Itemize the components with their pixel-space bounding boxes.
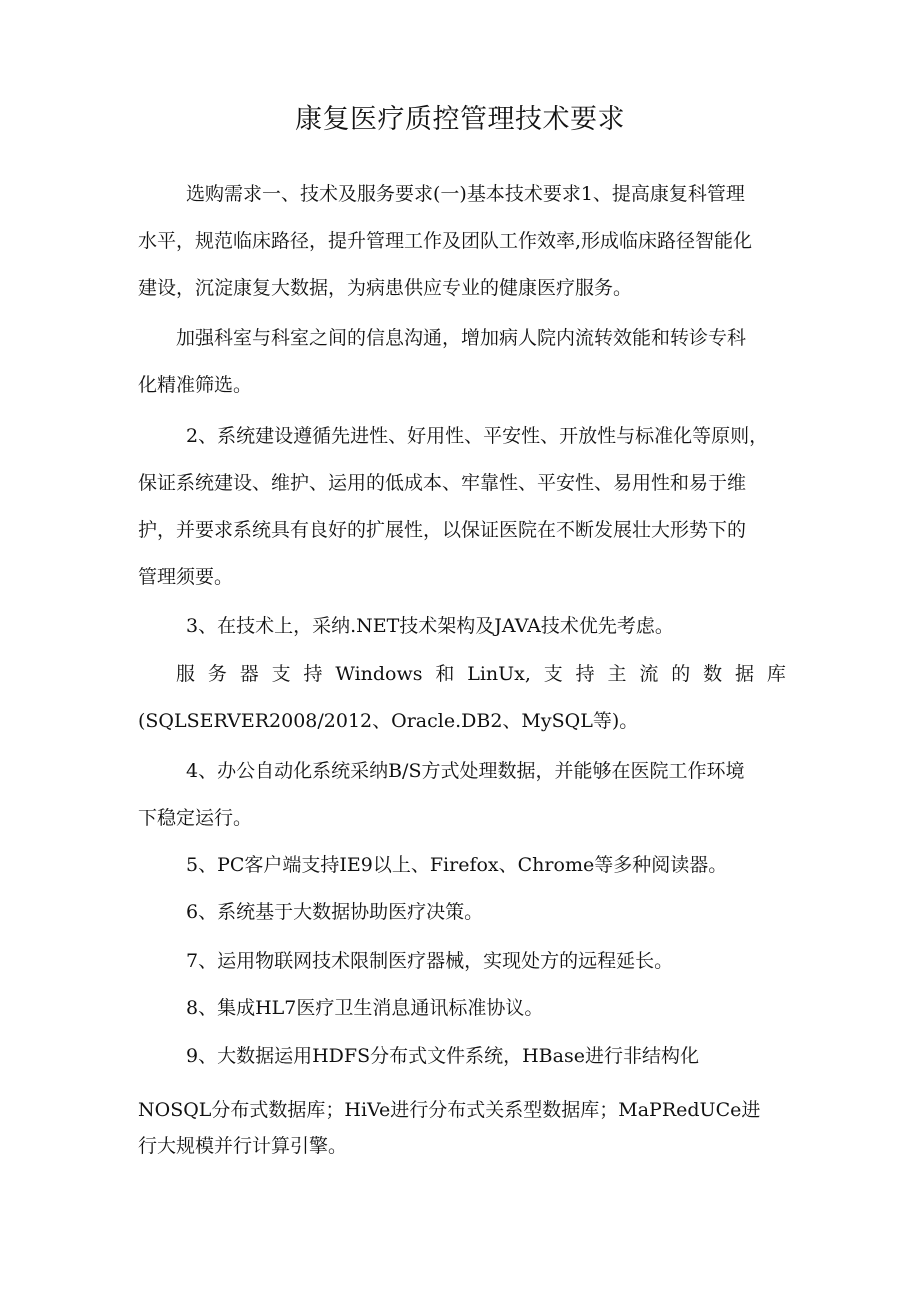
text-line-justified bbox=[138, 651, 786, 698]
word: 务 bbox=[207, 663, 227, 685]
word: 据 bbox=[735, 663, 755, 685]
word: 服 bbox=[176, 663, 196, 685]
text-line: 保证系统建设、维护、运用的低成本、牢靠性、平安性、易用性和易于维 bbox=[138, 472, 747, 494]
text-line: 化精准筛选。 bbox=[138, 374, 253, 396]
word: Windows bbox=[335, 663, 423, 685]
paragraph-server-support bbox=[138, 651, 786, 745]
word: 持 bbox=[303, 663, 323, 685]
paragraph-item-9 bbox=[138, 1033, 786, 1080]
word: 支 bbox=[543, 663, 563, 685]
text-line: 3、在技术上，采纳.NET技术架构及JAVA技术优先考虑。 bbox=[186, 615, 674, 637]
word: 的 bbox=[671, 663, 691, 685]
word: LinUx, bbox=[467, 663, 531, 685]
paragraph-item-3 bbox=[138, 603, 786, 650]
paragraph-item-6 bbox=[138, 889, 786, 936]
paragraph-item-5 bbox=[138, 842, 786, 889]
text-line: 选购需求一、技术及服务要求(一)基本技术要求1、提高康复科管理 bbox=[186, 183, 745, 205]
word: 数 bbox=[703, 663, 723, 685]
text-line: NOSQL分布式数据库；HiVe进行分布式关系型数据库；MaPRedUCe进 bbox=[138, 1099, 761, 1121]
text-line: 5、PC客户端支持IE9以上、Firefox、Chrome等多种阅读器。 bbox=[186, 854, 728, 876]
text-line: 护，并要求系统具有良好的扩展性，以保证医院在不断发展壮大形势下的 bbox=[138, 519, 747, 541]
paragraph-requirements-intro bbox=[138, 171, 786, 312]
word: 支 bbox=[271, 663, 291, 685]
text-line: 4、办公自动化系统采纳B/S方式处理数据，并能够在医院工作环境 bbox=[186, 760, 745, 782]
paragraph-item-4 bbox=[138, 748, 786, 842]
text-line: 管理须要。 bbox=[138, 566, 234, 588]
text-line: 7、运用物联网技术限制医疗器械，实现处方的远程延长。 bbox=[186, 950, 674, 972]
paragraph-item-7 bbox=[138, 938, 786, 985]
paragraph-item-8 bbox=[138, 985, 786, 1032]
paragraph-item-9-continued bbox=[138, 1092, 786, 1164]
text-line: 9、大数据运用HDFS分布式文件系统，HBase进行非结构化 bbox=[186, 1045, 699, 1067]
text-line: 下稳定运行。 bbox=[138, 807, 253, 829]
text-line: 6、系统基于大数据协助医疗决策。 bbox=[186, 901, 484, 923]
text-line: 水平，规范临床路径，提升管理工作及团队工作效率,形成临床路径智能化 bbox=[138, 230, 753, 252]
text-line: 2、系统建设遵循先进性、好用性、平安性、开放性与标准化等原则， bbox=[186, 425, 769, 447]
paragraph-item-2 bbox=[138, 413, 786, 601]
text-line: 建设，沉淀康复大数据，为病患供应专业的健康医疗服务。 bbox=[138, 277, 633, 299]
word: 器 bbox=[239, 663, 259, 685]
word: 主 bbox=[607, 663, 627, 685]
word: 和 bbox=[435, 663, 455, 685]
text-line: 行大规模并行计算引擎。 bbox=[138, 1135, 348, 1157]
text-line: (SQLSERVER2008/2012、Oracle.DB2、MySQL等)。 bbox=[138, 710, 639, 732]
text-line: 8、集成HL7医疗卫生消息通讯标准协议。 bbox=[186, 997, 544, 1019]
document-title: 康复医疗质控管理技术要求 bbox=[295, 104, 625, 135]
text-line: 加强科室与科室之间的信息沟通，增加病人院内流转效能和转诊专科 bbox=[176, 327, 747, 349]
word: 库 bbox=[766, 663, 786, 685]
word: 流 bbox=[639, 663, 659, 685]
paragraph-communication bbox=[138, 315, 786, 409]
word: 持 bbox=[575, 663, 595, 685]
